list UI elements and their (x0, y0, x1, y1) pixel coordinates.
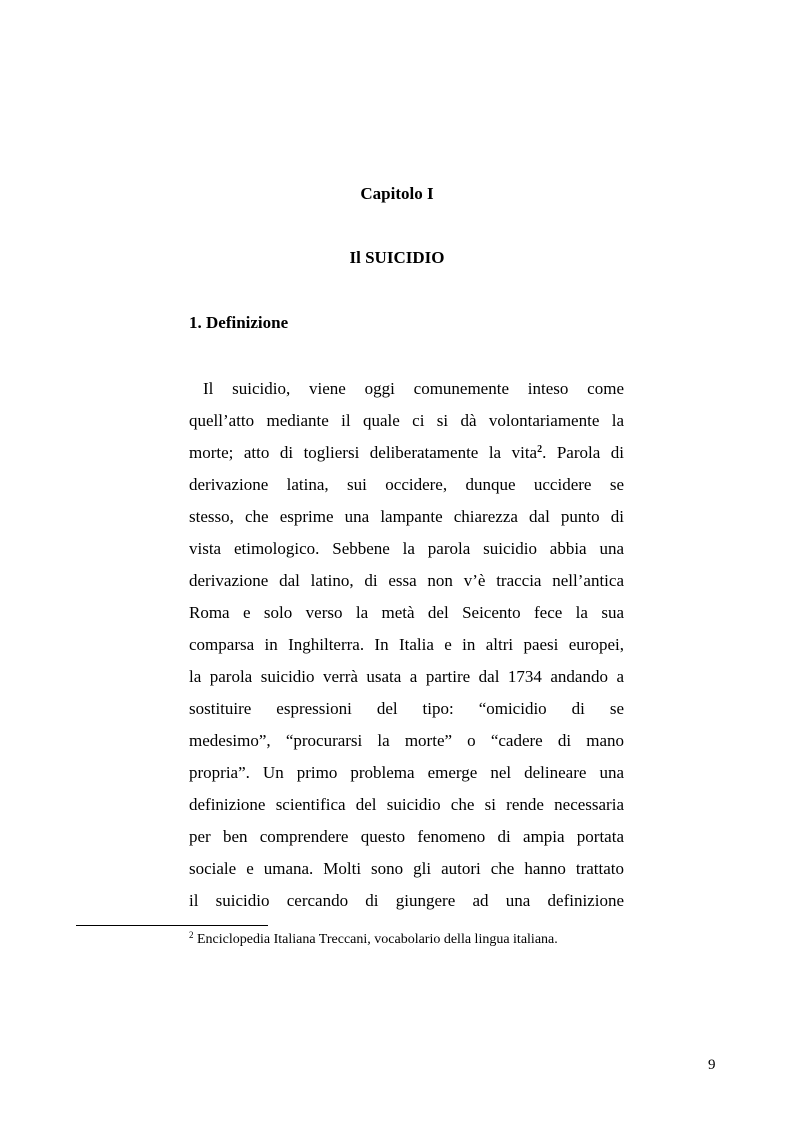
paragraph-line: medesimo”, “procurarsi la morte” o “cadere di mano (189, 731, 624, 750)
paragraph-line-text: morte; atto di togliersi deliberatamente la vita (189, 443, 538, 462)
paragraph-line: derivazione dal latino, di essa non v’è traccia nell’antica (189, 571, 624, 590)
footnote (189, 932, 558, 948)
footnote-text: Enciclopedia Italiana Treccani, vocabolario della lingua italiana. (193, 932, 558, 947)
chapter-title: Il SUICIDIO (349, 248, 445, 267)
paragraph-line: per ben comprendere questo fenomeno di ampia portata (189, 827, 624, 846)
body-paragraph (189, 376, 624, 920)
paragraph-line: definizione scientifica del suicidio che si rende necessaria (189, 795, 624, 814)
paragraph-line: Roma e solo verso la metà del Seicento fece la sua (189, 603, 624, 622)
paragraph-line: quell’atto mediante il quale ci si dà volontariamente la (189, 411, 624, 430)
paragraph-line: sociale e umana. Molti sono gli autori che hanno trattato (189, 859, 624, 878)
section-heading: 1. Definizione (189, 313, 289, 332)
paragraph-line: la parola suicidio verrà usata a partire dal 1734 andando a (189, 667, 624, 686)
page-number: 9 (708, 1057, 716, 1073)
paragraph-line: sostituire espressioni del tipo: “omicidio di se (189, 699, 624, 718)
footnote-reference: 2 (537, 444, 543, 455)
chapter-label: Capitolo I (360, 184, 434, 203)
paragraph-line: il suicidio cercando di giungere ad una definizione (189, 891, 624, 910)
paragraph-line: comparsa in Inghilterra. In Italia e in altri paesi europei, (189, 635, 624, 654)
footnote-marker: 2 (189, 930, 194, 940)
paragraph-line: stesso, che esprime una lampante chiarezza dal punto di (189, 507, 624, 526)
footnote-divider (76, 925, 268, 926)
paragraph-line: propria”. Un primo problema emerge nel delineare una (189, 763, 624, 782)
paragraph-line: Il suicidio, viene oggi comunemente inteso come (203, 379, 624, 398)
paragraph-line-tail: . Parola di (542, 443, 624, 462)
paragraph-line (189, 440, 624, 472)
paragraph-line: vista etimologico. Sebbene la parola suicidio abbia una (189, 539, 624, 558)
paragraph-line: derivazione latina, sui occidere, dunque uccidere se (189, 475, 624, 494)
